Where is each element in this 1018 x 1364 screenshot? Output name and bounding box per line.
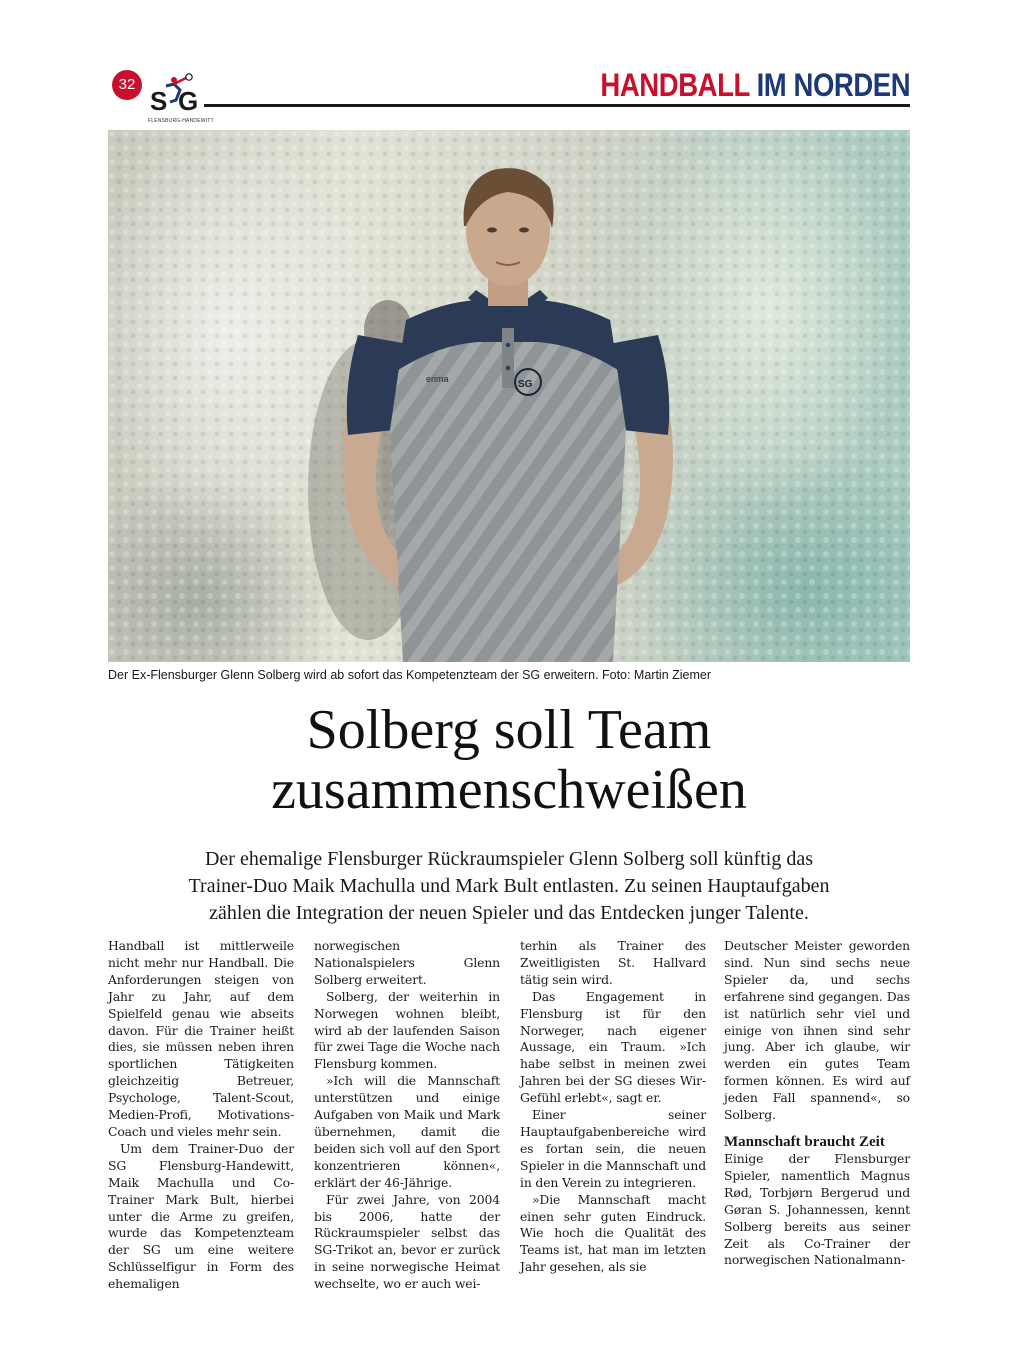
svg-text:G: G xyxy=(178,86,199,116)
column-4 xyxy=(724,938,910,1269)
article-lead xyxy=(120,846,898,927)
page-number-badge: 32 xyxy=(112,70,142,100)
body-paragraph: Einige der Flensburger Spieler, namentlich Magnus Rød, Torbjørn Bergerud und Gøran S. Johannessen, kennt Solberg bereits aus seiner Zeit als Co-Trainer der norwegischen Nationalmann- xyxy=(724,1150,910,1268)
lead-line: Trainer-Duo Maik Machulla und Mark Bult entlasten. Zu seinen Hauptaufgaben xyxy=(188,875,830,897)
column-2 xyxy=(314,938,500,1293)
shirt-badge-text: SG xyxy=(518,379,533,390)
photo-caption: Der Ex-Flensburger Glenn Solberg wird ab sofort das Kompetenzteam der SG erweitern. Foto: Martin Ziemer xyxy=(108,668,712,682)
body-paragraph: Deutscher Meister geworden sind. Nun sind sechs neue Spieler da, und sechs erfahrene sind gegangen. Das ist natürlich sehr viel und einige von ihnen sind sehr jung. Aber ich glaube, wir werden ein gutes Team formen können. Es wird auf jeden Fall spannend«, so Solberg. xyxy=(724,938,910,1123)
portrait-illustration xyxy=(108,130,910,662)
sg-logo-icon xyxy=(146,72,208,116)
column-1 xyxy=(108,938,294,1293)
article-headline xyxy=(108,700,910,820)
body-paragraph: Für zwei Jahre, von 2004 bis 2006, hatte der Rückraumspieler selbst das SG-Trikot an, bevor er zurück in seine norwegische Heimat wechselte, wo er auch wei- xyxy=(314,1191,500,1292)
body-paragraph: norwegischen Nationalspielers Glenn Solberg erweitert. xyxy=(314,938,500,987)
logo-caption: FLENSBURG-HANDEWITT xyxy=(148,118,214,124)
column-3 xyxy=(520,938,706,1276)
svg-text:S: S xyxy=(150,86,168,116)
body-paragraph: »Die Mannschaft macht einen sehr guten Eindruck. Wie hoch die Qualität des Teams ist, hat man im letzten Jahr gesehen, als sie xyxy=(520,1191,706,1275)
article-body xyxy=(108,938,910,1292)
body-paragraph: Das Engagement in Flensburg ist für den Norweger, nach eigener Aussage, ein Traum. »Ich habe selbst in meinen zwei Jahren bei der SG dieses Wir-Gefühl erlebt«, sagt er. xyxy=(520,988,706,1106)
subheading: Mannschaft braucht Zeit xyxy=(724,1133,885,1150)
body-paragraph: Einer seiner Hauptaufgabenbereiche wird es fortan sein, die neuen Spieler in die Mannschaft und in den Verein zu integrieren. xyxy=(520,1107,706,1190)
section-title xyxy=(600,68,910,102)
section-title-im-norden: IM NORDEN xyxy=(756,67,910,103)
body-paragraph: Handball ist mittlerweile nicht mehr nur Handball. Die Anforderungen steigen von Jahr zu Jahr, auf dem Spielfeld genau wie abseits davon. Für die Trainer heißt dies, sie müssen neben ihren sportlichen Tätigkeiten gleichzeitig Betreuer, Psychologe, Talent-Scout, Medien-Profi, Motivations-Coach und vieles mehr sein. xyxy=(108,938,294,1139)
headline-line: Solberg soll Team xyxy=(306,699,712,761)
shirt-brand-text: erima xyxy=(426,374,449,384)
lead-line: Der ehemalige Flensburger Rückraumspieler Glenn Solberg soll künftig das xyxy=(204,848,814,870)
header-rule xyxy=(204,104,910,107)
page-header xyxy=(108,66,910,124)
body-paragraph: Um dem Trainer-Duo der SG Flensburg-Handewitt, Maik Machulla und Co-Trainer Mark Bult, hierbei unter die Arme zu greifen, wurde das Kompetenzteam der SG um eine weitere Schlüsselfigur in Form des ehemaligen xyxy=(108,1140,294,1292)
sg-logo xyxy=(146,72,214,126)
body-paragraph: Solberg, der weiterhin in Norwegen wohnen bleibt, wird ab der laufenden Saison für zwei Tage die Woche nach Flensburg kommen. xyxy=(314,988,500,1072)
headline-line: zusammenschweißen xyxy=(271,759,747,821)
body-paragraph: »Ich will die Mannschaft unterstützen und einige Aufgaben von Maik und Mark übernehmen, damit die beiden sich voll auf den Sport konzentrieren können«, erklärt der 46-Jährige. xyxy=(314,1073,500,1190)
body-paragraph: terhin als Trainer des Zweitligisten St. Hallvard tätig sein wird. xyxy=(520,938,706,987)
section-title-handball: HANDBALL xyxy=(600,67,750,103)
lead-line: zählen die Integration der neuen Spieler und das Entdecken junger Talente. xyxy=(209,902,809,924)
article-photo xyxy=(108,130,910,662)
